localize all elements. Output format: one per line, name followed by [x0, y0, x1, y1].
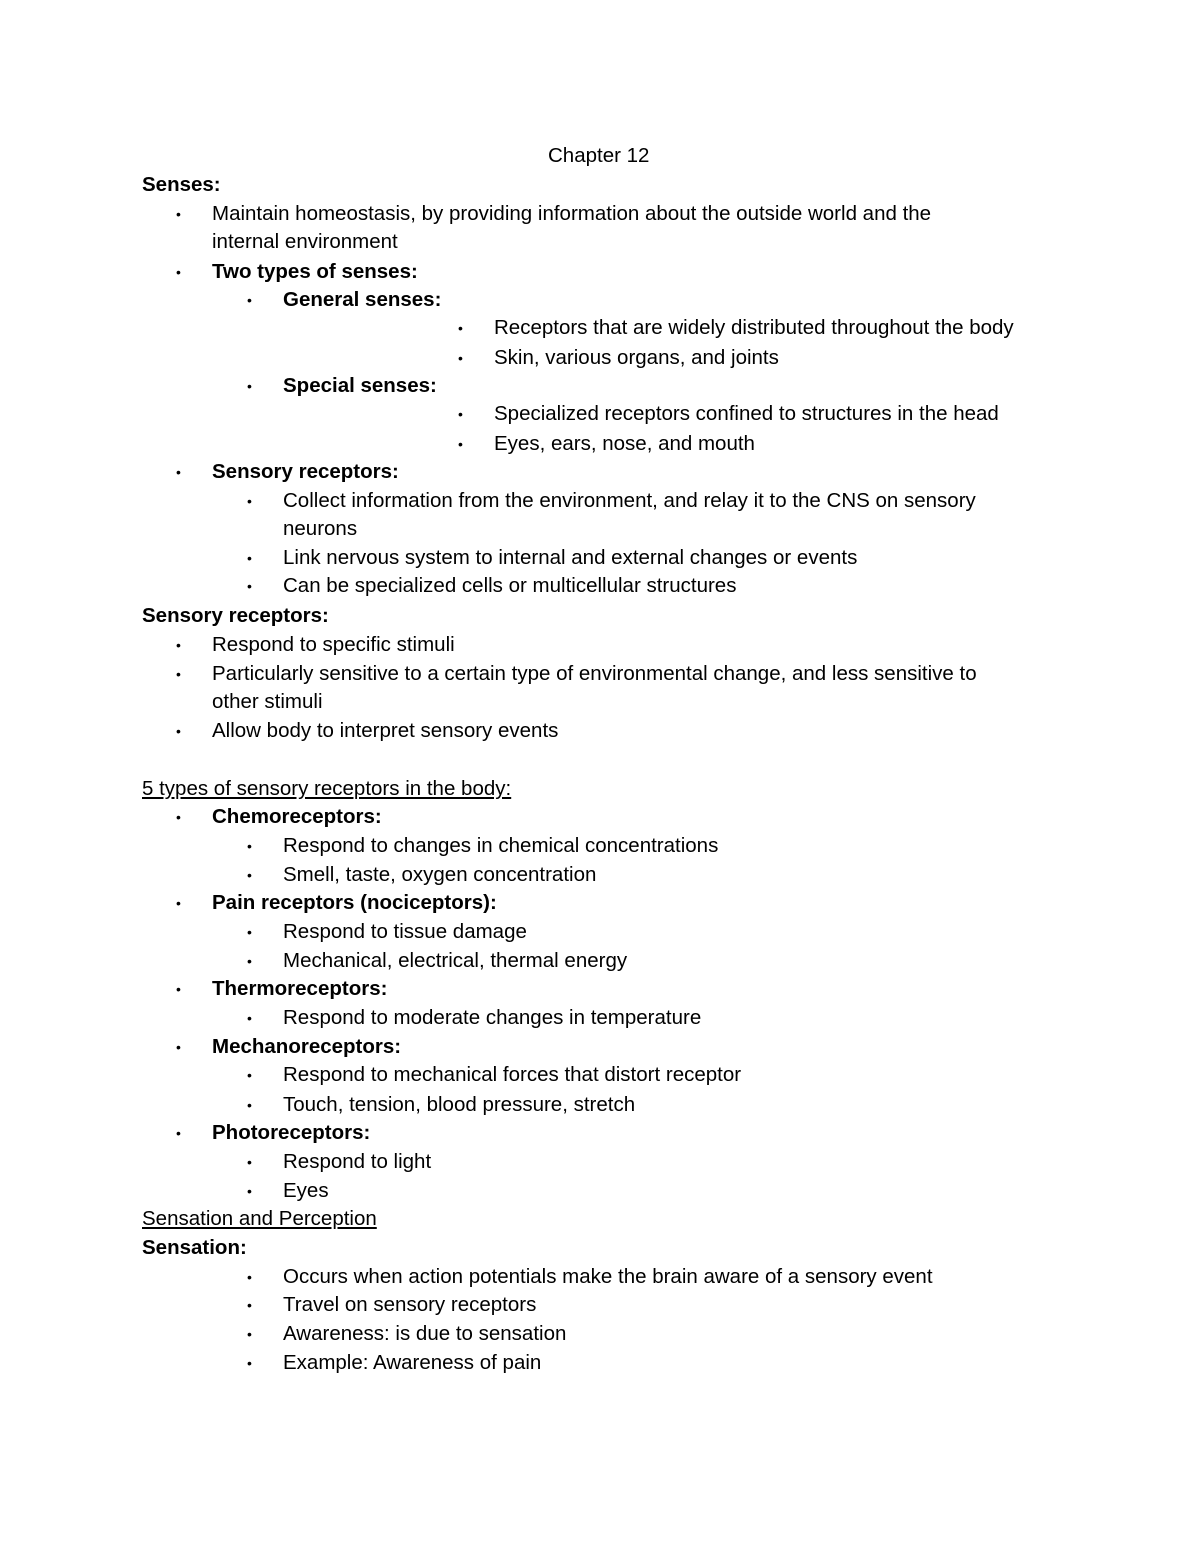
general-senses-label: General senses: — [283, 288, 442, 311]
bullet: • — [176, 809, 181, 825]
receptor-types-heading: 5 types of sensory receptors in the body: — [142, 777, 512, 800]
bullet: • — [247, 953, 252, 969]
bullet: • — [247, 1183, 252, 1199]
bullet: • — [247, 578, 252, 594]
bullet: • — [247, 1097, 252, 1113]
bullet: • — [458, 320, 463, 336]
bullet: • — [176, 464, 181, 480]
bullet: • — [247, 378, 252, 394]
list-item: Eyes — [283, 1179, 329, 1202]
bullet: • — [247, 867, 252, 883]
sensation-subheading: Sensation: — [142, 1236, 247, 1259]
receptor-type-name: Chemoreceptors: — [212, 805, 382, 828]
bullet: • — [247, 1326, 252, 1342]
bullet: • — [247, 493, 252, 509]
bullet: • — [176, 895, 181, 911]
bullet: • — [458, 436, 463, 452]
list-item: Link nervous system to internal and external changes or events — [283, 546, 858, 569]
list-item: Collect information from the environment, and relay it to the CNS on sensory — [283, 489, 976, 512]
list-item-heading: Sensory receptors: — [212, 460, 399, 483]
list-item: Respond to moderate changes in temperature — [283, 1006, 702, 1029]
list-item: Receptors that are widely distributed throughout the body — [494, 316, 1014, 339]
list-item: Respond to light — [283, 1150, 432, 1173]
bullet: • — [458, 350, 463, 366]
bullet: • — [247, 1355, 252, 1371]
list-item: Skin, various organs, and joints — [494, 346, 779, 369]
bullet: • — [247, 838, 252, 854]
list-item: Touch, tension, blood pressure, stretch — [283, 1093, 636, 1116]
bullet: • — [176, 264, 181, 280]
list-item: Maintain homeostasis, by providing information about the outside world and the — [212, 202, 932, 225]
bullet: • — [176, 723, 181, 739]
bullet: • — [247, 1297, 252, 1313]
page-title: Chapter 12 — [548, 144, 650, 167]
list-item: Respond to tissue damage — [283, 920, 527, 943]
list-item: Particularly sensitive to a certain type of environmental change, and less sensitive to — [212, 662, 977, 685]
list-item: Awareness: is due to sensation — [283, 1322, 567, 1345]
list-item: Respond to changes in chemical concentrations — [283, 834, 719, 857]
bullet: • — [176, 981, 181, 997]
receptor-type-name: Mechanoreceptors: — [212, 1035, 402, 1058]
list-item: Allow body to interpret sensory events — [212, 719, 559, 742]
bullet: • — [176, 206, 181, 222]
bullet: • — [176, 666, 181, 682]
sensory-receptors-heading: Sensory receptors: — [142, 604, 329, 627]
bullet: • — [458, 406, 463, 422]
bullet: • — [247, 924, 252, 940]
receptor-type-name: Thermoreceptors: — [212, 977, 388, 1000]
list-item: Mechanical, electrical, thermal energy — [283, 949, 628, 972]
receptor-type-name: Pain receptors (nociceptors): — [212, 891, 497, 914]
list-item-continuation: neurons — [283, 517, 358, 540]
list-item-heading: Two types of senses: — [212, 260, 418, 283]
list-item-continuation: other stimuli — [212, 690, 323, 713]
list-item: Specialized receptors confined to structures in the head — [494, 402, 999, 425]
list-item-continuation: internal environment — [212, 230, 398, 253]
bullet: • — [247, 292, 252, 308]
bullet: • — [247, 1067, 252, 1083]
bullet: • — [176, 1125, 181, 1141]
bullet: • — [247, 1269, 252, 1285]
senses-heading: Senses: — [142, 173, 221, 196]
bullet: • — [176, 1039, 181, 1055]
sensation-perception-heading: Sensation and Perception — [142, 1207, 377, 1230]
bullet: • — [247, 1154, 252, 1170]
list-item: Example: Awareness of pain — [283, 1351, 542, 1374]
special-senses-label: Special senses: — [283, 374, 437, 397]
bullet: • — [247, 1010, 252, 1026]
bullet: • — [176, 637, 181, 653]
list-item: Occurs when action potentials make the brain aware of a sensory event — [283, 1265, 933, 1288]
list-item: Respond to specific stimuli — [212, 633, 455, 656]
list-item: Can be specialized cells or multicellular structures — [283, 574, 737, 597]
list-item: Eyes, ears, nose, and mouth — [494, 432, 755, 455]
bullet: • — [247, 550, 252, 566]
list-item: Smell, taste, oxygen concentration — [283, 863, 597, 886]
list-item: Respond to mechanical forces that distort receptor — [283, 1063, 742, 1086]
list-item: Travel on sensory receptors — [283, 1293, 537, 1316]
receptor-type-name: Photoreceptors: — [212, 1121, 371, 1144]
